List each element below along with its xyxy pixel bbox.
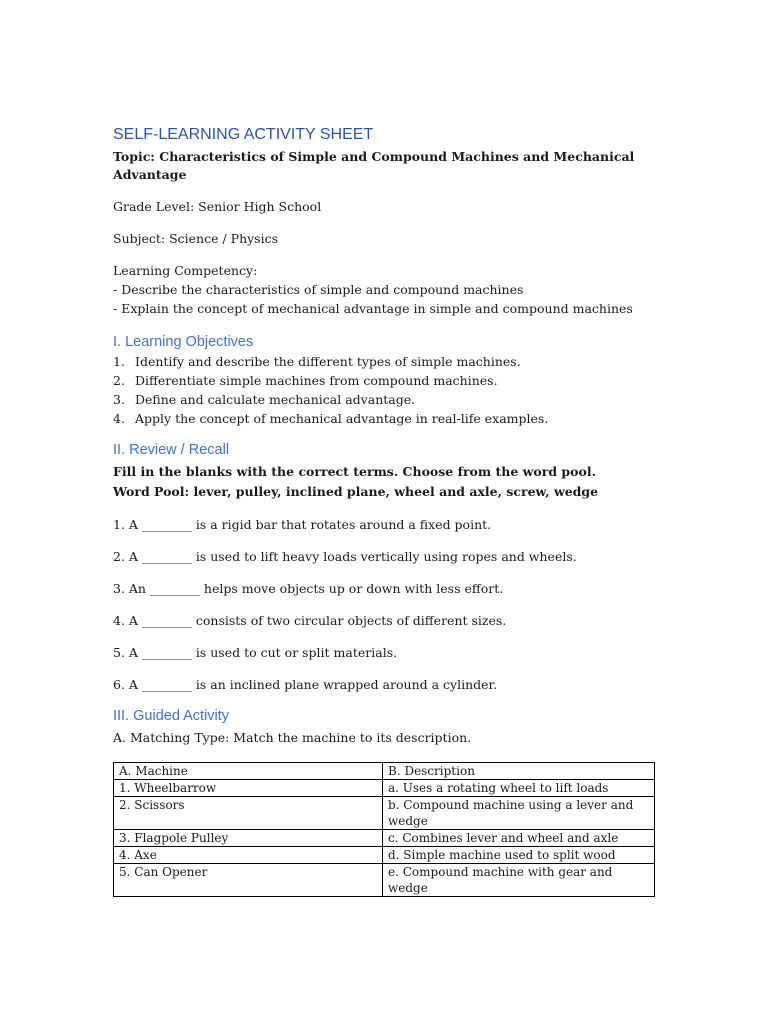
matching-table — [113, 762, 655, 897]
competency-item: - Explain the concept of mechanical advantage in simple and compound machines — [113, 301, 633, 316]
section-heading-review: II. Review / Recall — [113, 442, 230, 458]
table-header-machine: A. Machine — [114, 763, 383, 780]
fill-blank-item: 5. A ________ is used to cut or split materials. — [113, 645, 398, 660]
subject: Subject: Science / Physics — [113, 231, 279, 246]
list-item — [113, 390, 658, 409]
table-row — [114, 864, 655, 897]
list-number: 2. — [113, 373, 125, 388]
table-cell-description: c. Combines lever and wheel and axle — [383, 830, 655, 847]
list-text: Apply the concept of mechanical advantage in real-life examples. — [135, 411, 549, 426]
table-cell-description: d. Simple machine used to split wood — [383, 847, 655, 864]
table-row — [114, 847, 655, 864]
topic-line: Topic: Characteristics of Simple and Compound Machines and Mechanical Advantage — [113, 149, 635, 182]
table-header-row — [114, 763, 655, 780]
table-cell-description: e. Compound machine with gear and wedge — [383, 864, 655, 897]
grade-level: Grade Level: Senior High School — [113, 199, 322, 214]
table-cell-machine: 1. Wheelbarrow — [114, 780, 383, 797]
table-cell-machine: 2. Scissors — [114, 797, 383, 830]
competency-item: - Describe the characteristics of simple and compound machines — [113, 282, 524, 297]
review-instruction: Fill in the blanks with the correct terms. Choose from the word pool. — [113, 464, 596, 479]
list-item — [113, 352, 658, 371]
objectives-list — [113, 352, 658, 428]
table-row — [114, 780, 655, 797]
list-number: 1. — [113, 354, 125, 369]
fill-blank-item: 3. An ________ helps move objects up or down with less effort. — [113, 581, 504, 596]
document-title: SELF-LEARNING ACTIVITY SHEET — [113, 126, 374, 143]
table-cell-description: b. Compound machine using a lever and wedge — [383, 797, 655, 830]
table-cell-description: a. Uses a rotating wheel to lift loads — [383, 780, 655, 797]
list-text: Identify and describe the different types of simple machines. — [135, 354, 521, 369]
list-item — [113, 371, 658, 390]
matching-instruction: A. Matching Type: Match the machine to its description. — [113, 730, 472, 745]
fill-blank-item: 4. A ________ consists of two circular objects of different sizes. — [113, 613, 507, 628]
learning-competency — [113, 261, 658, 318]
fill-blank-item: 2. A ________ is used to lift heavy loads vertically using ropes and wheels. — [113, 549, 577, 564]
word-pool: Word Pool: lever, pulley, inclined plane, wheel and axle, screw, wedge — [113, 484, 599, 499]
list-number: 3. — [113, 392, 125, 407]
table-row — [114, 830, 655, 847]
table-cell-machine: 3. Flagpole Pulley — [114, 830, 383, 847]
fill-blank-item: 6. A ________ is an inclined plane wrapped around a cylinder. — [113, 677, 498, 692]
section-heading-objectives: I. Learning Objectives — [113, 334, 254, 350]
fill-blank-item: 1. A ________ is a rigid bar that rotates around a fixed point. — [113, 517, 492, 532]
competency-label: Learning Competency: — [113, 263, 258, 278]
section-heading-guided: III. Guided Activity — [113, 708, 230, 724]
table-cell-machine: 4. Axe — [114, 847, 383, 864]
list-item — [113, 409, 658, 428]
activity-sheet — [113, 124, 658, 897]
table-header-description: B. Description — [383, 763, 655, 780]
list-text: Define and calculate mechanical advantage. — [135, 392, 416, 407]
table-row — [114, 797, 655, 830]
list-text: Differentiate simple machines from compound machines. — [135, 373, 498, 388]
table-cell-machine: 5. Can Opener — [114, 864, 383, 897]
list-number: 4. — [113, 411, 125, 426]
